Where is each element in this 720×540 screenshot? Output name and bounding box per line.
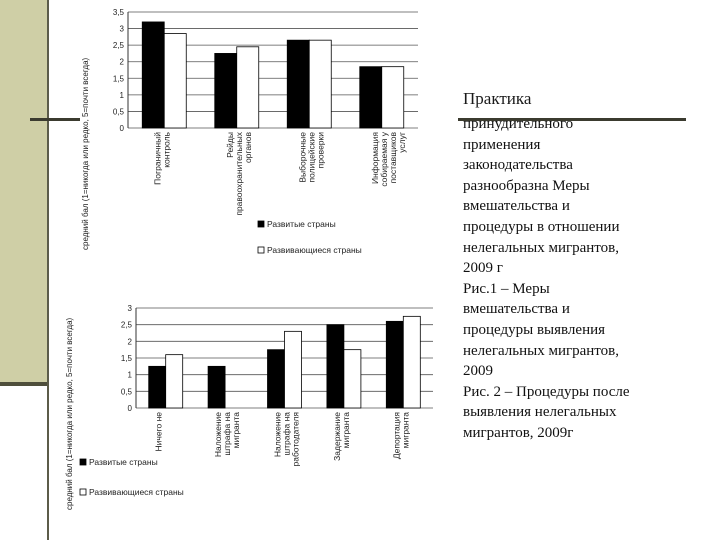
bar <box>166 355 183 408</box>
y-tick-label: 3 <box>127 304 132 313</box>
y-tick-label: 1 <box>119 90 124 100</box>
bar <box>327 325 344 408</box>
legend-swatch <box>258 247 264 253</box>
legend-swatch <box>80 459 86 465</box>
bar <box>382 67 404 128</box>
category-label: штрафа на <box>281 412 292 456</box>
y-axis-label: средний бал (1=никогда или редко, 5=почти всегда) <box>81 57 90 250</box>
bar <box>215 53 237 128</box>
bar <box>164 34 186 128</box>
category-label: мигранта <box>231 412 242 449</box>
sidebar-bottom-band <box>0 382 47 386</box>
legend-label: Развитые страны <box>267 219 336 229</box>
y-tick-label: 2,5 <box>120 320 132 330</box>
slide-body: принудительного применения законодательства разнообразна Меры вмешательства и процедуры в отношении нелегальных мигрантов, 2009 г Рис.1 – Меры вмешательства и процедуры выявления нелегальных мигрантов, 2009 Рис. 2 – Процедуры после выявления нелегальных мигрантов, 2009г <box>463 116 630 441</box>
category-label: проверки <box>315 132 326 169</box>
category-label: штрафа на <box>222 412 233 456</box>
y-tick-label: 3 <box>119 24 124 34</box>
bar <box>268 350 285 408</box>
category-label: Выборочные <box>297 132 308 183</box>
category-label: контроль <box>161 132 172 168</box>
legend-label: Развивающиеся страны <box>89 487 184 497</box>
category-label: Ничего не <box>153 412 164 452</box>
category-label: поставщиков <box>387 132 398 184</box>
divider-left <box>30 118 80 121</box>
chart-1 <box>58 0 446 270</box>
category-label: Наложение <box>213 412 224 458</box>
y-tick-label: 0,5 <box>112 107 124 117</box>
bar <box>142 22 164 128</box>
bar <box>344 350 361 408</box>
category-label: Рейды <box>224 132 235 158</box>
bar <box>309 40 331 128</box>
category-label: Информация <box>369 132 380 185</box>
legend-label: Развитые страны <box>89 457 158 467</box>
bar <box>237 47 259 128</box>
chart-2 <box>58 280 446 520</box>
legend-swatch <box>258 221 264 227</box>
charts-panel <box>58 0 446 520</box>
bar <box>287 40 309 128</box>
category-label: работодателя <box>290 412 301 467</box>
category-label: Депортация <box>391 412 402 460</box>
y-tick-label: 3,5 <box>112 8 124 17</box>
y-tick-label: 2 <box>127 337 132 347</box>
y-tick-label: 1 <box>127 370 132 380</box>
y-tick-label: 0 <box>127 404 132 413</box>
category-label: органов <box>242 132 253 164</box>
y-axis-label: средний бал (1=никогда или редко, 5=почти всегда) <box>65 317 74 510</box>
vertical-rule <box>47 0 49 540</box>
y-tick-label: 0 <box>119 124 124 133</box>
legend-swatch <box>80 489 86 495</box>
bar <box>149 366 166 408</box>
legend-label: Развивающиеся страны <box>267 245 362 255</box>
category-label: мигранта <box>340 412 351 449</box>
y-tick-label: 2,5 <box>112 41 124 51</box>
category-label: мигранта <box>400 412 411 449</box>
y-tick-label: 0,5 <box>120 387 132 397</box>
category-label: услуг <box>396 132 407 153</box>
y-tick-label: 1,5 <box>112 74 124 84</box>
y-tick-label: 2 <box>119 57 124 67</box>
category-label: полицейские <box>306 132 317 183</box>
bar <box>386 321 403 408</box>
bar <box>208 366 225 408</box>
slide-title: Практика <box>463 89 532 108</box>
bar <box>403 316 420 408</box>
category-label: Задержание <box>331 412 342 461</box>
sidebar-decoration <box>0 0 47 382</box>
category-label: Пограничный <box>152 132 163 185</box>
bar <box>285 331 302 408</box>
bar <box>360 67 382 128</box>
category-label: правоохранительных <box>233 132 244 216</box>
category-label: собираемая у <box>378 132 389 187</box>
category-label: Наложение <box>272 412 283 458</box>
y-tick-label: 1,5 <box>120 354 132 363</box>
